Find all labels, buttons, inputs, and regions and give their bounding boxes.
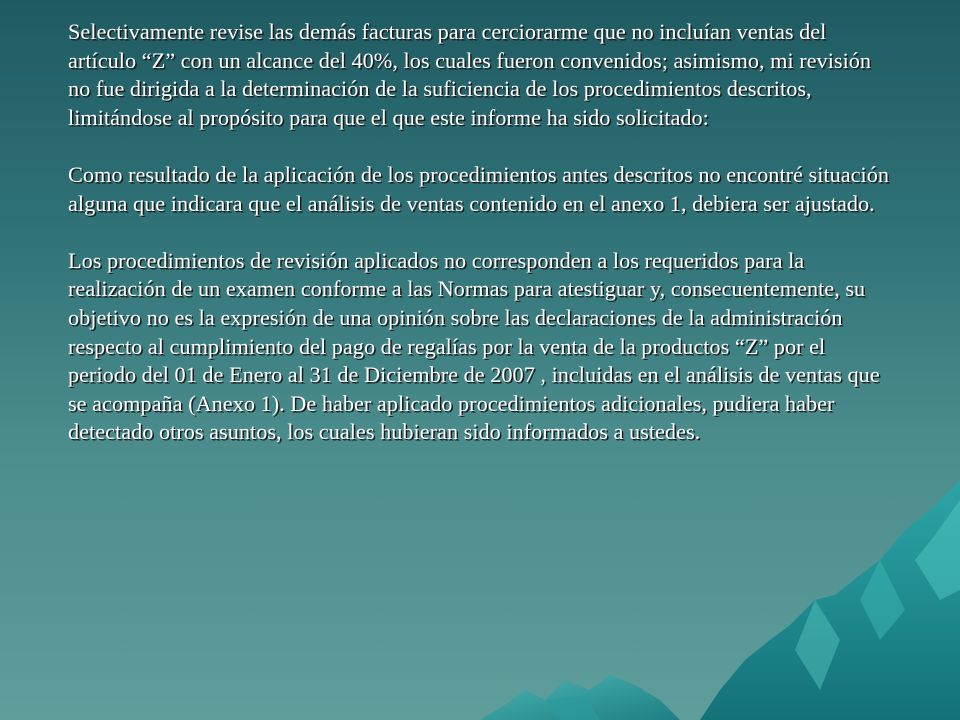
mountain-facet: [915, 500, 960, 600]
mountain-facet: [860, 560, 905, 640]
paragraph: Selectivamente revise las demás facturas para cerciorarme que no incluían ventas del artículo “Z” con un alcance del 40%, los cuales fueron convenidos; asimismo, mi revisión no fue dirigida a la determinación de la suficiencia de los procedimientos descritos, limitándose al propósito para que el que este informe ha sido solicitado:: [68, 19, 872, 130]
mountain-facet: [545, 695, 600, 720]
paragraph: Como resultado de la aplicación de los procedimientos antes descritos no encontré situación alguna que indicara que el análisis de ventas contenido en el anexo 1, debiera ser ajustado.: [68, 161, 890, 216]
mountain-small: [480, 675, 680, 720]
mountain-large: [700, 480, 960, 720]
paragraph: Los procedimientos de revisión aplicados no corresponden a los requeridos para la realización de un examen conforme a las Normas para atestiguar y, consecuentemente, su objetivo no es la expresión de una opinión sobre las declaraciones de la administración respecto al cumplimiento del pago de regalías por la venta de la productos “Z” por el periodo del 01 de Enero al 31 de Diciembre de 2007 , incluidas en el análisis de ventas que se acompaña (Anexo 1). De haber aplicado procedimientos adicionales, pudiera haber detectado otros asuntos, los cuales hubieran sido informados a ustedes.: [68, 247, 880, 445]
slide-body-text: [68, 18, 898, 447]
mountain-facet: [795, 600, 840, 690]
